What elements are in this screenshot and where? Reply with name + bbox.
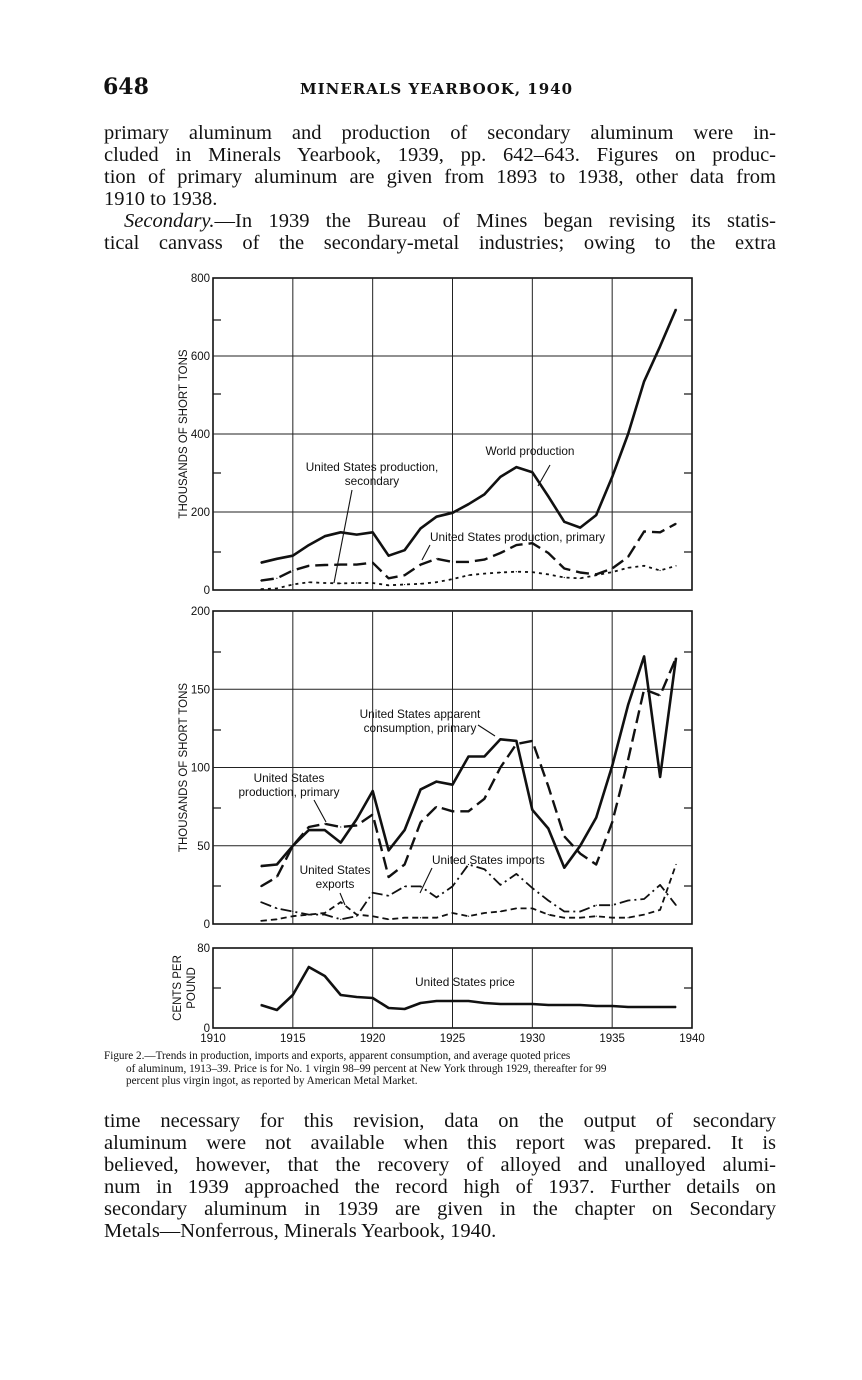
data-point xyxy=(516,1003,517,1004)
paragraph-line: secondary aluminum in 1939 are given in the chapter on Secondary xyxy=(104,1198,776,1220)
data-point xyxy=(260,589,261,590)
data-point xyxy=(659,695,660,696)
x-tick-label: 1925 xyxy=(439,1033,466,1045)
data-point xyxy=(308,914,309,915)
data-point xyxy=(468,561,469,562)
data-point xyxy=(644,914,645,915)
data-point xyxy=(388,585,389,586)
data-point xyxy=(340,583,341,584)
secondary-heading: Secondary. xyxy=(124,210,215,232)
paragraph-line: cluded in Minerals Yearbook, 1939, pp. 642–643. Figures on produc- xyxy=(104,144,776,166)
data-point xyxy=(420,822,421,823)
data-point xyxy=(628,567,629,568)
data-point xyxy=(292,994,293,995)
data-point xyxy=(500,476,501,477)
x-tick-label: 1930 xyxy=(519,1033,546,1045)
data-point xyxy=(324,914,325,915)
data-point xyxy=(436,806,437,807)
data-point xyxy=(612,571,613,572)
annotation-label: World production xyxy=(485,444,575,458)
data-point xyxy=(644,381,645,382)
data-point xyxy=(548,496,549,497)
y-tick-label: 0 xyxy=(203,919,210,931)
x-tick-label: 1940 xyxy=(679,1033,705,1045)
data-point xyxy=(500,767,501,768)
y-tick-label: 600 xyxy=(190,351,210,363)
data-point xyxy=(404,1008,405,1009)
data-point xyxy=(420,1002,421,1003)
data-point xyxy=(659,1006,660,1007)
data-point xyxy=(292,845,293,846)
x-tick-label: 1910 xyxy=(200,1033,226,1045)
data-point xyxy=(659,570,660,571)
data-point xyxy=(260,580,261,581)
data-point xyxy=(372,997,373,998)
data-point xyxy=(548,552,549,553)
data-point xyxy=(372,532,373,533)
data-point xyxy=(324,536,325,537)
data-point xyxy=(420,528,421,529)
data-point xyxy=(580,845,581,846)
data-point xyxy=(484,494,485,495)
data-point xyxy=(500,911,501,912)
running-head: MINERALS YEARBOOK, 1940 xyxy=(300,80,574,98)
data-point xyxy=(580,578,581,579)
data-point xyxy=(420,789,421,790)
data-point xyxy=(340,532,341,533)
data-point xyxy=(580,917,581,918)
data-point xyxy=(628,759,629,760)
data-point xyxy=(675,565,676,566)
data-point xyxy=(452,578,453,579)
series-line xyxy=(261,656,676,867)
data-point xyxy=(372,892,373,893)
y-tick-label: 0 xyxy=(203,585,210,597)
data-point xyxy=(532,1003,533,1004)
data-point xyxy=(420,564,421,565)
y-tick-label: 0 xyxy=(203,1023,210,1035)
data-point xyxy=(532,740,533,741)
data-point xyxy=(532,908,533,909)
annotation-leader xyxy=(478,725,495,736)
data-point xyxy=(388,578,389,579)
caption-line: percent plus virgin ingot, as reported by American Metal Market. xyxy=(126,1075,418,1087)
data-point xyxy=(404,917,405,918)
paragraph-line: 1910 to 1938. xyxy=(104,188,218,210)
data-point xyxy=(484,559,485,560)
data-point xyxy=(580,572,581,573)
y-tick-label: 50 xyxy=(197,840,210,853)
data-point xyxy=(532,472,533,473)
figure-caption xyxy=(104,1050,776,1088)
data-point xyxy=(436,558,437,559)
data-point xyxy=(356,916,357,917)
data-point xyxy=(516,743,517,744)
data-point xyxy=(292,570,293,571)
data-point xyxy=(276,1009,277,1010)
data-point xyxy=(324,564,325,565)
data-point xyxy=(276,864,277,865)
data-point xyxy=(340,994,341,995)
data-point xyxy=(596,515,597,516)
data-point xyxy=(516,571,517,572)
data-point xyxy=(468,1000,469,1001)
data-point xyxy=(372,916,373,917)
chart-panel-2 xyxy=(178,606,692,931)
data-point xyxy=(260,901,261,902)
data-point xyxy=(516,545,517,546)
data-point xyxy=(356,582,357,583)
data-point xyxy=(292,916,293,917)
annotation-label: United States production, primary xyxy=(238,771,340,799)
data-point xyxy=(500,1003,501,1004)
data-point xyxy=(388,850,389,851)
y-tick-label: 200 xyxy=(190,507,210,519)
data-point xyxy=(644,689,645,690)
data-point xyxy=(276,578,277,579)
caption-line: of aluminum, 1913–39. Price is for No. 1 virgin 98–99 percent at New York through 1929, thereafter for 99 xyxy=(126,1062,607,1075)
annotation-leader xyxy=(538,465,550,486)
data-point xyxy=(452,1000,453,1001)
data-point xyxy=(644,531,645,532)
data-point xyxy=(468,916,469,917)
data-point xyxy=(516,740,517,741)
data-point xyxy=(564,568,565,569)
data-point xyxy=(612,476,613,477)
data-point xyxy=(452,912,453,913)
annotation-label: United States exports xyxy=(299,863,371,891)
data-point xyxy=(596,864,597,865)
paragraph-line: primary aluminum and production of secondary aluminum were in- xyxy=(104,122,776,144)
data-point xyxy=(292,555,293,556)
data-point xyxy=(564,917,565,918)
annotation-label: United States imports xyxy=(432,853,545,867)
annotation-leader xyxy=(314,800,326,822)
data-point xyxy=(452,784,453,785)
x-tick-label: 1920 xyxy=(359,1033,386,1045)
data-point xyxy=(388,555,389,556)
data-point xyxy=(612,917,613,918)
page-number: 648 xyxy=(103,74,149,100)
data-point xyxy=(340,901,341,902)
data-point xyxy=(612,1005,613,1006)
series-line xyxy=(261,309,676,563)
data-point xyxy=(596,817,597,818)
data-point xyxy=(596,916,597,917)
data-point xyxy=(500,552,501,553)
data-point xyxy=(484,912,485,913)
data-point xyxy=(404,584,405,585)
data-point xyxy=(532,809,533,810)
data-point xyxy=(675,864,676,865)
paragraph-line: tion of primary aluminum are given from 1893 to 1938, other data from xyxy=(104,166,776,188)
data-point xyxy=(436,917,437,918)
data-point xyxy=(356,996,357,997)
data-point xyxy=(308,966,309,967)
data-point xyxy=(468,756,469,757)
data-point xyxy=(452,811,453,812)
data-point xyxy=(580,911,581,912)
data-point xyxy=(548,1004,549,1005)
data-point xyxy=(436,897,437,898)
data-point xyxy=(308,826,309,827)
data-point xyxy=(548,900,549,901)
data-point xyxy=(548,786,549,787)
data-point xyxy=(675,905,676,906)
data-point xyxy=(675,1006,676,1007)
annotation-label: United States price xyxy=(415,975,515,989)
data-point xyxy=(260,865,261,866)
data-point xyxy=(596,1005,597,1006)
paragraph-line: num in 1939 approached the record high of 1937. Further details on xyxy=(104,1176,776,1198)
data-point xyxy=(276,919,277,920)
data-point xyxy=(324,582,325,583)
data-point xyxy=(612,905,613,906)
data-point xyxy=(564,867,565,868)
data-point xyxy=(436,781,437,782)
data-point xyxy=(675,523,676,524)
y-tick-label: 800 xyxy=(190,273,210,285)
data-point xyxy=(372,790,373,791)
y-axis-label: THOUSANDS OF SHORT TONS xyxy=(178,682,190,853)
data-point xyxy=(340,826,341,827)
data-point xyxy=(276,876,277,877)
data-point xyxy=(484,1002,485,1003)
data-point xyxy=(308,830,309,831)
data-point xyxy=(580,853,581,854)
data-point xyxy=(292,584,293,585)
y-tick-label: 100 xyxy=(190,762,210,775)
data-point xyxy=(388,919,389,920)
data-point xyxy=(612,568,613,569)
data-point xyxy=(484,756,485,757)
paragraph-line: aluminum were not available when this report was prepared. It is xyxy=(104,1132,776,1154)
data-point xyxy=(468,504,469,505)
paragraph-bottom xyxy=(104,1110,776,1242)
data-point xyxy=(516,908,517,909)
data-point xyxy=(564,521,565,522)
chart-panel-3 xyxy=(172,943,705,1045)
data-point xyxy=(500,884,501,885)
data-point xyxy=(564,836,565,837)
data-point xyxy=(564,911,565,912)
data-point xyxy=(484,869,485,870)
data-point xyxy=(436,582,437,583)
y-axis-label: CENTS PER POUND xyxy=(172,955,198,1021)
data-point xyxy=(500,739,501,740)
data-point xyxy=(308,545,309,546)
y-tick-label: 400 xyxy=(190,429,210,441)
data-point xyxy=(628,704,629,705)
data-point xyxy=(468,575,469,576)
data-point xyxy=(612,765,613,766)
caption-line: Figure 2.—Trends in production, imports and exports, apparent consumption, and average quoted prices xyxy=(104,1050,571,1062)
data-point xyxy=(260,920,261,921)
data-point xyxy=(388,1007,389,1008)
data-point xyxy=(644,898,645,899)
data-point xyxy=(675,657,676,658)
series-line xyxy=(261,566,676,589)
data-point xyxy=(372,582,373,583)
data-point xyxy=(452,512,453,513)
data-point xyxy=(659,346,660,347)
data-point xyxy=(404,886,405,887)
data-point xyxy=(276,908,277,909)
y-tick-label: 200 xyxy=(190,606,210,618)
data-point xyxy=(260,562,261,563)
data-point xyxy=(404,550,405,551)
data-point xyxy=(420,583,421,584)
data-point xyxy=(564,577,565,578)
data-point xyxy=(596,575,597,576)
data-point xyxy=(356,534,357,535)
data-point xyxy=(532,571,533,572)
data-point xyxy=(372,814,373,815)
data-point xyxy=(659,532,660,533)
data-point xyxy=(308,565,309,566)
y-tick-label: 80 xyxy=(197,943,210,955)
data-point xyxy=(516,467,517,468)
data-point xyxy=(659,909,660,910)
data-point xyxy=(276,558,277,559)
data-point xyxy=(500,572,501,573)
data-point xyxy=(628,1006,629,1007)
data-point xyxy=(659,884,660,885)
data-point xyxy=(436,1000,437,1001)
data-point xyxy=(675,309,676,310)
data-point xyxy=(644,1006,645,1007)
data-point xyxy=(420,886,421,887)
data-point xyxy=(548,574,549,575)
data-point xyxy=(532,887,533,888)
data-point xyxy=(260,886,261,887)
data-point xyxy=(628,900,629,901)
data-point xyxy=(484,798,485,799)
data-point xyxy=(356,914,357,915)
data-point xyxy=(340,842,341,843)
data-point xyxy=(596,905,597,906)
data-point xyxy=(292,911,293,912)
data-point xyxy=(356,825,357,826)
paragraph-line: tical canvass of the secondary-metal industries; owing to the extra xyxy=(104,232,776,254)
data-point xyxy=(324,975,325,976)
paragraph-line: time necessary for this revision, data on the output of secondary xyxy=(104,1110,776,1132)
data-point xyxy=(404,575,405,576)
data-point xyxy=(388,876,389,877)
data-point xyxy=(644,565,645,566)
data-point xyxy=(612,822,613,823)
paragraph-line: believed, however, that the recovery of alloyed and unalloyed alumi- xyxy=(104,1154,776,1176)
x-tick-label: 1915 xyxy=(280,1033,306,1045)
data-point xyxy=(324,823,325,824)
data-point xyxy=(420,917,421,918)
data-point xyxy=(308,582,309,583)
data-point xyxy=(404,864,405,865)
data-point xyxy=(580,1004,581,1005)
data-point xyxy=(372,562,373,563)
annotation-leader xyxy=(334,490,352,583)
data-point xyxy=(260,1004,261,1005)
data-point xyxy=(324,912,325,913)
data-point xyxy=(628,917,629,918)
data-point xyxy=(324,830,325,831)
data-point xyxy=(484,573,485,574)
data-point xyxy=(436,516,437,517)
data-point xyxy=(356,564,357,565)
annotation-label: United States production, secondary xyxy=(305,460,439,488)
data-point xyxy=(388,895,389,896)
y-tick-label: 150 xyxy=(190,684,210,697)
data-point xyxy=(276,588,277,589)
data-point xyxy=(356,819,357,820)
data-point xyxy=(659,776,660,777)
data-point xyxy=(628,556,629,557)
data-point xyxy=(468,811,469,812)
data-point xyxy=(644,656,645,657)
data-point xyxy=(628,433,629,434)
data-point xyxy=(516,873,517,874)
data-point xyxy=(548,914,549,915)
annotation-label: United States production, primary xyxy=(430,530,606,544)
data-point xyxy=(548,828,549,829)
data-point xyxy=(340,564,341,565)
annotation-label: United States apparent consumption, primary xyxy=(359,707,481,735)
annotation-leader xyxy=(422,545,430,560)
data-point xyxy=(404,830,405,831)
paragraph-line: Metals—Nonferrous, Minerals Yearbook, 1940. xyxy=(104,1220,497,1242)
secondary-text: —In 1939 the Bureau of Mines began revising its statis- xyxy=(214,210,776,232)
data-point xyxy=(580,527,581,528)
chart-panel-1 xyxy=(178,273,692,597)
x-tick-label: 1935 xyxy=(599,1033,625,1045)
data-point xyxy=(564,1004,565,1005)
data-point xyxy=(452,561,453,562)
data-point xyxy=(452,886,453,887)
data-point xyxy=(340,919,341,920)
y-axis-label: THOUSANDS OF SHORT TONS xyxy=(178,349,190,519)
